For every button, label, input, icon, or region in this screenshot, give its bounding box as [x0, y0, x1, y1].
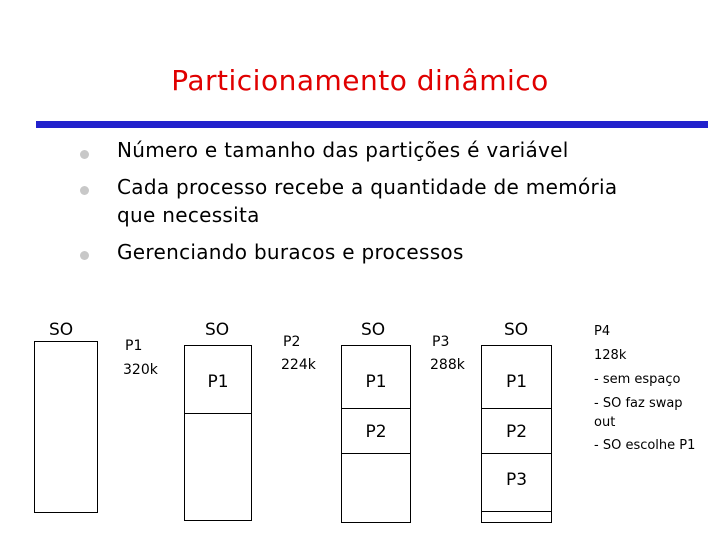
- partition-p3: [482, 454, 551, 512]
- p2-size: 224k: [281, 357, 316, 373]
- partition-p1-label: P1: [365, 372, 387, 392]
- title-underline: [36, 121, 708, 128]
- col4-so-label: SO: [504, 320, 529, 340]
- memory-column-1: [34, 341, 98, 513]
- p4-note-choose: - SO escolhe P1: [594, 438, 696, 453]
- p3-name: P3: [432, 334, 450, 350]
- p1-size: 320k: [123, 362, 158, 378]
- p4-note-out: out: [594, 415, 616, 430]
- bullet-dot: [80, 150, 89, 159]
- p4-note-size: 128k: [594, 348, 627, 363]
- col3-so-label: SO: [361, 320, 386, 340]
- bullet-dot: [80, 186, 89, 195]
- partition-p3-label: P3: [505, 470, 528, 490]
- partition-p2: [482, 409, 551, 454]
- col2-so-label: SO: [205, 320, 230, 340]
- p1-name: P1: [125, 338, 143, 354]
- p2-name: P2: [283, 334, 301, 350]
- p4-note-no-space: - sem espaço: [594, 372, 681, 387]
- partition-p1-label: P1: [207, 372, 229, 392]
- bullet-2: Cada processo recebe a quantidade de memória que necessita: [117, 175, 618, 227]
- partition-p2-label: P2: [505, 422, 528, 442]
- bullet-dot: [80, 251, 89, 260]
- memory-column-2: [184, 345, 252, 521]
- p4-note-name: P4: [594, 324, 611, 339]
- p4-note-swap: - SO faz swap: [594, 396, 683, 411]
- partition-p2: [342, 409, 410, 454]
- memory-column-4: [481, 345, 552, 523]
- slide-title: Particionamento dinâmico: [171, 64, 549, 97]
- p3-size: 288k: [430, 357, 465, 373]
- memory-column-3: [341, 345, 411, 523]
- partition-p1-label: P1: [505, 372, 528, 392]
- bullet-3: Gerenciando buracos e processos: [117, 240, 464, 264]
- partition-p1: [185, 346, 251, 414]
- bullet-1: Número e tamanho das partições é variável: [117, 138, 569, 162]
- partition-p1: [342, 346, 410, 409]
- partition-p2-label: P2: [365, 422, 387, 442]
- partition-p1: [482, 346, 551, 409]
- col1-so-label: SO: [49, 320, 74, 340]
